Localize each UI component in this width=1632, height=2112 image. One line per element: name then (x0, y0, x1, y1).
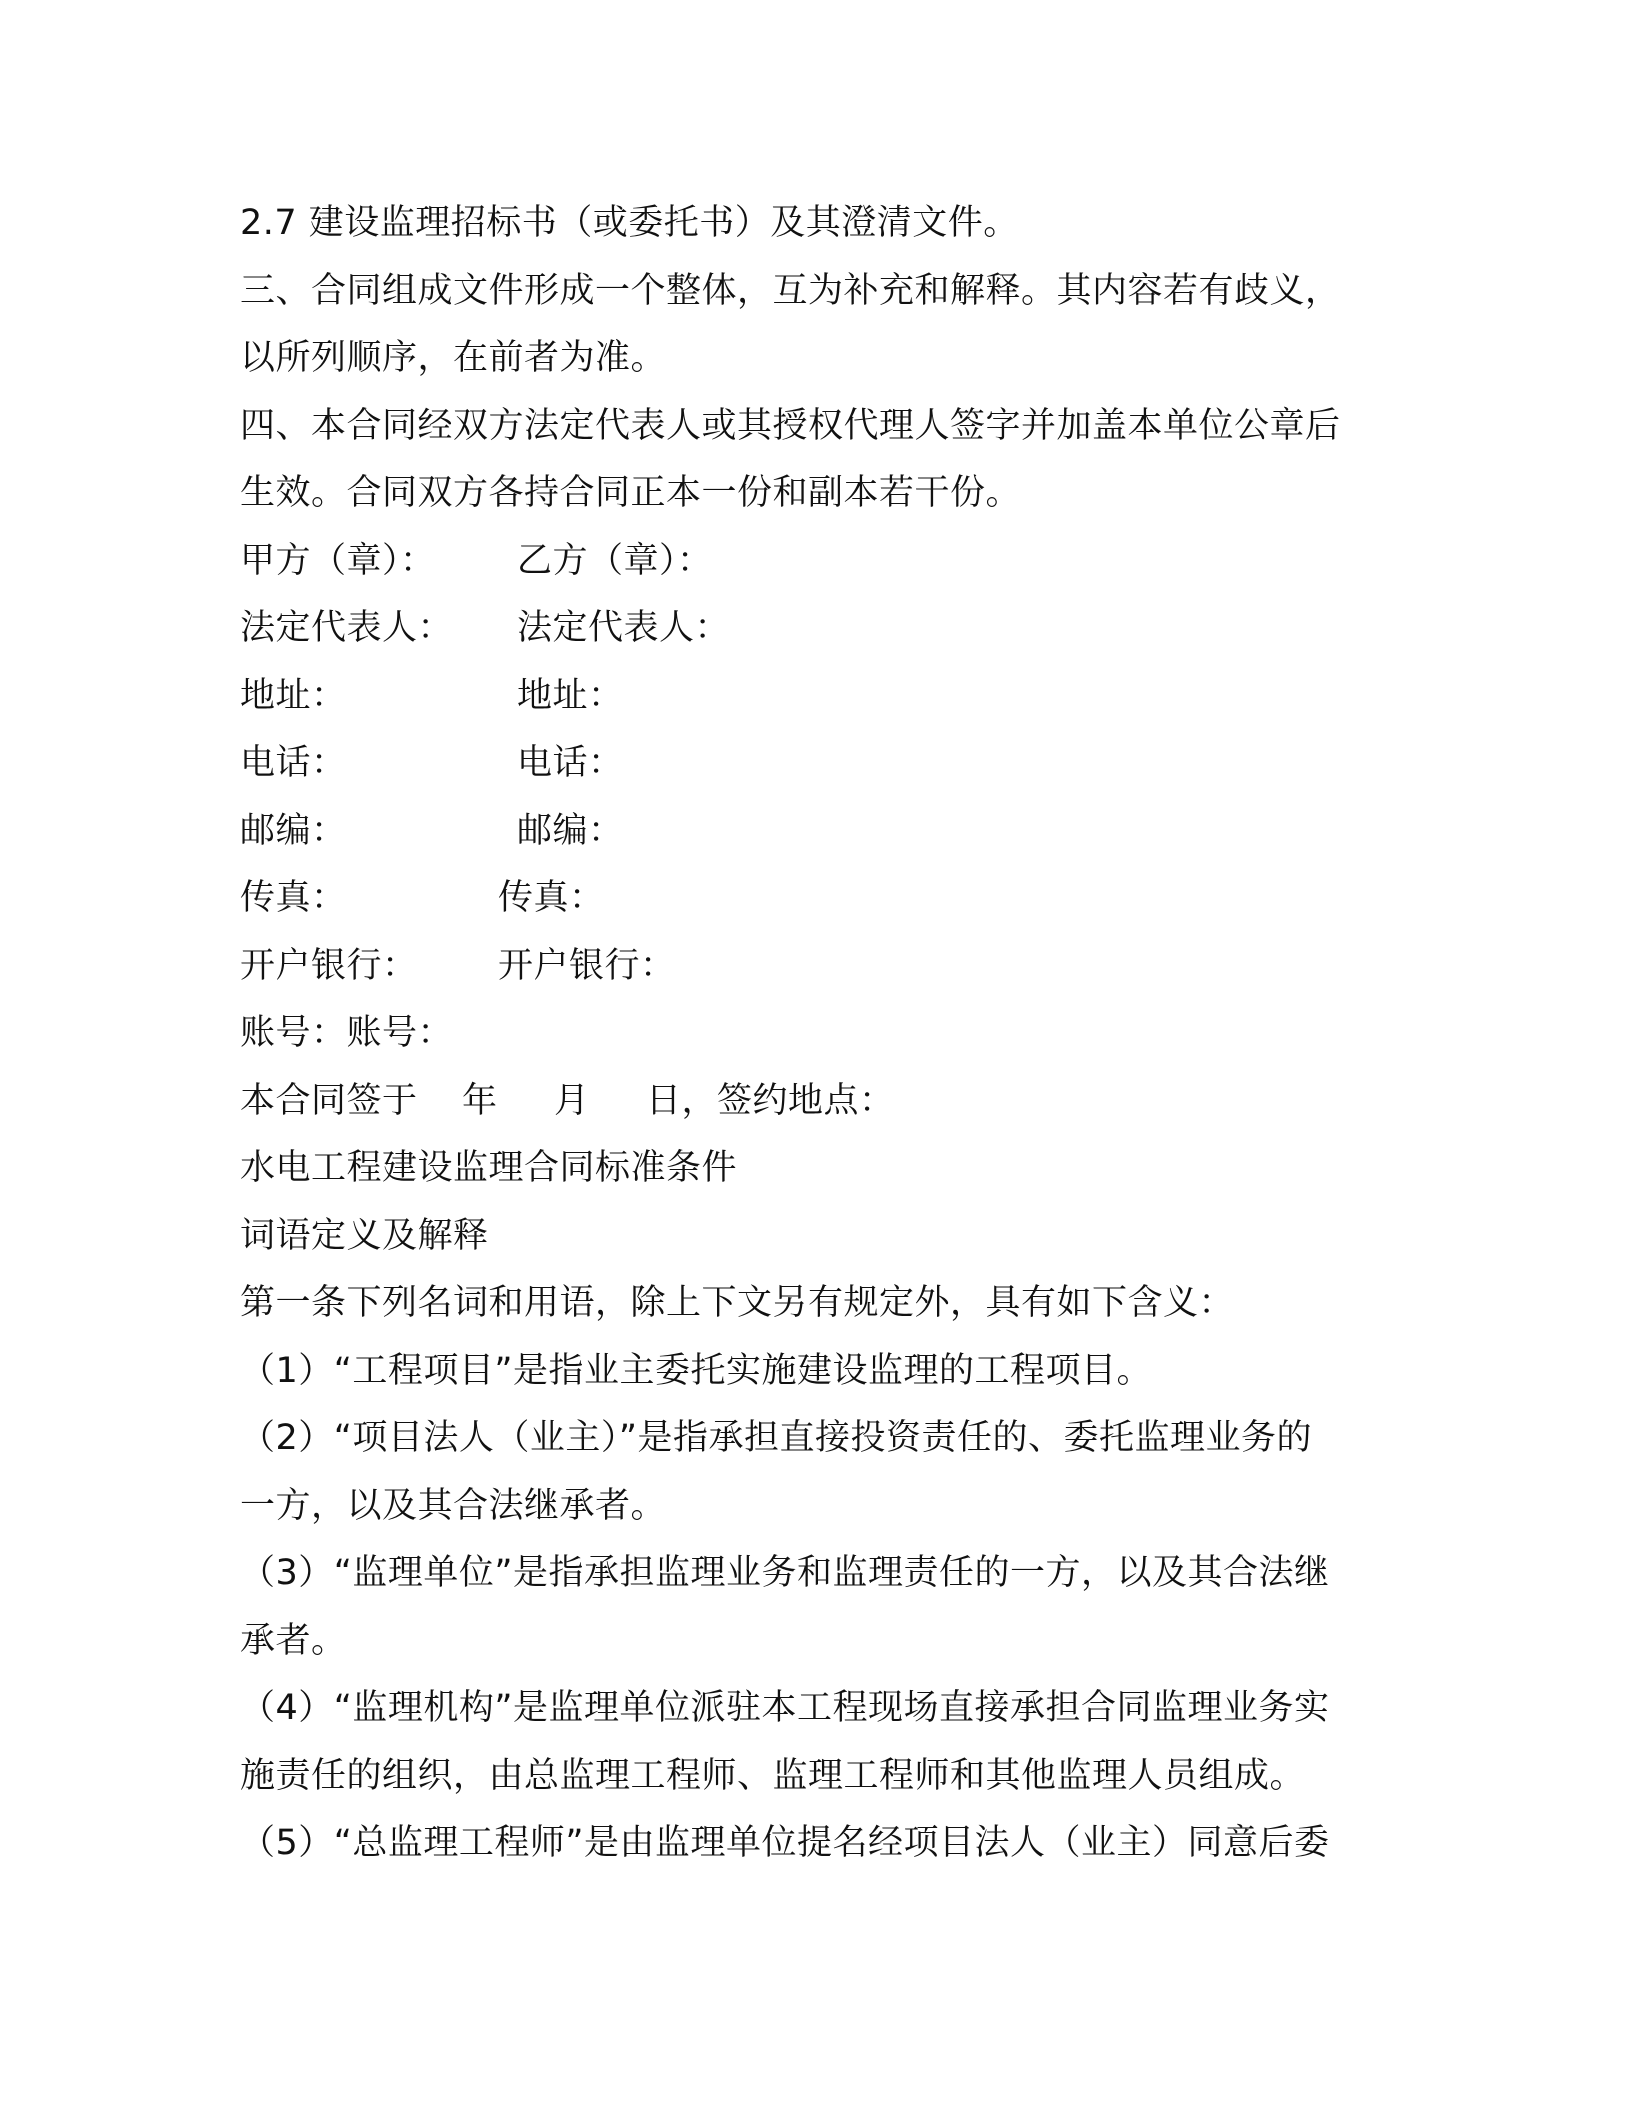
document-body (240, 190, 1390, 1878)
definition-line: （3）“监理单位”是指承担监理业务和监理责任的一方，以及其合法继 (240, 1553, 1330, 1593)
day-place-label: 日，签约地点： (646, 1080, 895, 1121)
definition-line: 承者。 (240, 1620, 347, 1661)
definition-line: 一方，以及其合法继承者。 (240, 1485, 667, 1526)
definition-line: 施责任的组织，由总监理工程师、监理工程师和其他监理人员组成。 (240, 1755, 1306, 1796)
legal-rep-a-label: 法定代表人： (240, 608, 454, 648)
fax-b-label: 传真： (498, 878, 605, 918)
address-b-label: 地址： (517, 675, 624, 716)
address-row (240, 663, 1390, 731)
definition-line: （4）“监理机构”是监理单位派驻本工程现场直接承担合同监理业务实 (240, 1688, 1330, 1728)
bank-b-label: 开户银行： (498, 945, 676, 986)
definition-line: （5）“总监理工程师”是由监理单位提名经项目法人（业主）同意后委 (240, 1823, 1330, 1863)
signing-date-row (240, 1068, 1390, 1136)
definition-line: （2）“项目法人（业主）”是指承担直接投资责任的、委托监理业务的 (240, 1418, 1313, 1458)
phone-b-label: 电话： (517, 743, 624, 783)
signed-on-label: 本合同签于 (240, 1080, 418, 1121)
text-line: 2.7 建设监理招标书（或委托书）及其澄清文件。 (240, 203, 1019, 243)
fax-row (240, 865, 1390, 933)
article-one: 第一条下列名词和用语，除上下文另有规定外，具有如下含义： (240, 1283, 1235, 1323)
phone-a-label: 电话： (240, 743, 347, 783)
party-b-seal-label: 乙方（章）： (517, 540, 713, 581)
party-seal-row (240, 528, 1390, 596)
text-line: 以所列顺序，在前者为准。 (240, 338, 667, 378)
year-label: 年 (462, 1080, 498, 1121)
fax-a-label: 传真： (240, 878, 347, 918)
account-row: 账号：账号： (240, 1013, 454, 1053)
postcode-row (240, 798, 1390, 866)
bank-row (240, 933, 1390, 1001)
text-line: 四、本合同经双方法定代表人或其授权代理人签字并加盖本单位公章后 (240, 405, 1341, 446)
text-line: 三、合同组成文件形成一个整体，互为补充和解释。其内容若有歧义， (240, 270, 1341, 311)
definitions-title: 词语定义及解释 (240, 1215, 489, 1256)
bank-a-label: 开户银行： (240, 945, 418, 986)
legal-rep-row (240, 595, 1390, 663)
text-line: 生效。合同双方各持合同正本一份和副本若干份。 (240, 473, 1022, 513)
conditions-title: 水电工程建设监理合同标准条件 (240, 1148, 738, 1188)
party-a-seal-label: 甲方（章）： (240, 540, 436, 581)
legal-rep-b-label: 法定代表人： (517, 608, 731, 648)
postcode-b-label: 邮编： (517, 810, 624, 851)
definition-line: （1）“工程项目”是指业主委托实施建设监理的工程项目。 (240, 1350, 1153, 1391)
address-a-label: 地址： (240, 675, 347, 716)
month-label: 月 (554, 1080, 590, 1121)
phone-row (240, 730, 1390, 798)
postcode-a-label: 邮编： (240, 810, 347, 851)
